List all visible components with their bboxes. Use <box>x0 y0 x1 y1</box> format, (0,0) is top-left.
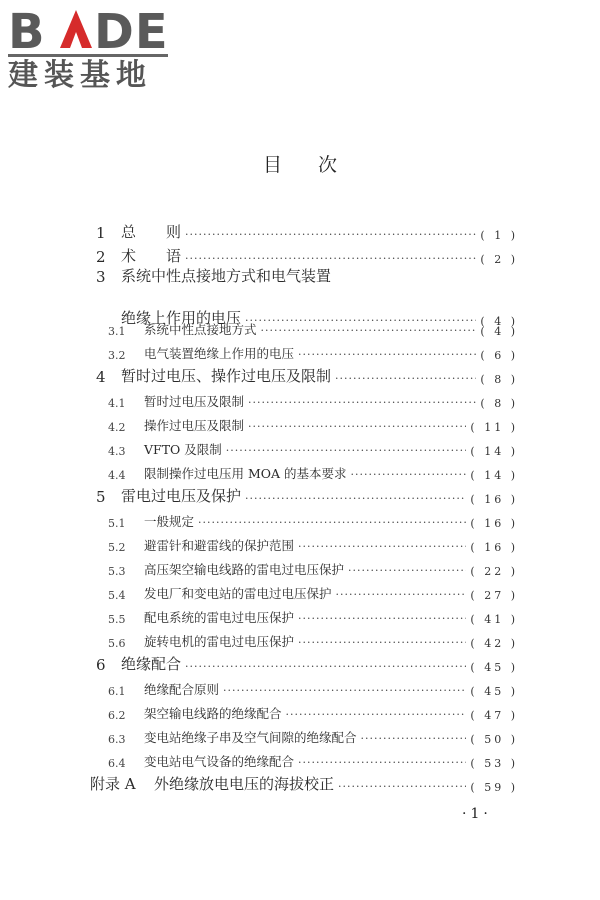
toc-entry-number: 5.2 <box>108 541 126 554</box>
toc-entry[interactable] <box>108 462 518 482</box>
toc-leader-dots <box>298 636 466 650</box>
toc-entry-title: 避雷针和避雷线的保护范围 <box>144 538 295 553</box>
svg-text:DE: DE <box>94 4 169 52</box>
toc-entry[interactable] <box>108 678 518 698</box>
toc-leader-dots <box>335 372 476 386</box>
toc-entry[interactable] <box>96 246 518 266</box>
toc-leader-dots <box>248 420 466 434</box>
toc-entry-number: 5.1 <box>108 517 126 530</box>
toc-entry-page: ( 16 ) <box>470 541 518 554</box>
toc-entry-title: 一般规定 <box>144 514 195 529</box>
toc-entry-number: 4 <box>96 368 106 386</box>
toc-entry-title: VFTO 及限制 <box>144 442 222 457</box>
toc-entry-title-continued: 绝缘上作用的电压 <box>121 309 242 327</box>
toc-entry-number: 5.4 <box>108 589 126 602</box>
toc-entry-number: 3.2 <box>108 349 126 362</box>
toc-entry[interactable] <box>108 438 518 458</box>
toc-entry-title: 绝缘配合 <box>121 655 182 673</box>
toc-entry-number: 6.1 <box>108 685 126 698</box>
toc-entry-page: ( 6 ) <box>480 349 518 362</box>
toc-entry-number: 5 <box>96 488 106 506</box>
toc-leader-dots <box>336 588 467 602</box>
logo-subtitle: 建装基地 <box>8 58 152 93</box>
toc-leader-dots <box>286 708 467 722</box>
toc-leader-dots <box>226 444 467 458</box>
toc-entry-title: 系统中性点接地方式和电气装置 <box>121 267 332 285</box>
toc-entry-page: ( 8 ) <box>480 397 518 410</box>
toc-entry-page: ( 45 ) <box>470 661 518 674</box>
toc-entry[interactable] <box>96 266 518 286</box>
toc-entry-title: 系统中性点接地方式 <box>144 322 257 337</box>
toc-entry-page: ( 14 ) <box>470 469 518 482</box>
toc-entry-title: 发电厂和变电站的雷电过电压保护 <box>144 586 332 601</box>
toc-entry-title: 总 则 <box>121 223 182 241</box>
toc-entry[interactable] <box>108 606 518 626</box>
toc-leader-dots <box>261 324 477 338</box>
toc-entry[interactable] <box>108 318 518 338</box>
toc-entry-number: 6.2 <box>108 709 126 722</box>
toc-entry-page: ( 4 ) <box>480 315 518 328</box>
toc-entry[interactable] <box>96 654 518 674</box>
toc-entry-title: 暂时过电压及限制 <box>144 394 245 409</box>
toc-entry-number: 4.1 <box>108 397 126 410</box>
toc-entry-page: ( 2 ) <box>480 253 518 266</box>
toc-entry[interactable] <box>108 750 518 770</box>
toc-leader-dots <box>198 516 466 530</box>
toc-entry-page: ( 53 ) <box>470 757 518 770</box>
toc-entry[interactable] <box>108 726 518 746</box>
toc-entry-page: ( 45 ) <box>470 685 518 698</box>
toc-entry-title: 配电系统的雷电过电压保护 <box>144 610 295 625</box>
svg-text:B: B <box>8 4 46 52</box>
toc-entry[interactable] <box>108 414 518 434</box>
toc-leader-dots <box>351 468 467 482</box>
toc-leader-dots <box>223 684 466 698</box>
toc-leader-dots <box>245 492 466 506</box>
toc-entry-title: 架空输电线路的绝缘配合 <box>144 706 282 721</box>
toc-entry-page: ( 16 ) <box>470 517 518 530</box>
toc-leader-dots <box>348 564 466 578</box>
toc-entry-title: 术 语 <box>121 247 182 265</box>
toc-leader-dots <box>248 396 476 410</box>
toc-entry[interactable] <box>90 774 518 794</box>
toc-entry-title: 绝缘配合原则 <box>144 682 220 697</box>
toc-entry-number: 5.3 <box>108 565 126 578</box>
toc-leader-dots <box>298 348 476 362</box>
toc-entry-number: 6 <box>96 656 106 674</box>
toc-entry-page: ( 47 ) <box>470 709 518 722</box>
toc-entry-number: 5.5 <box>108 613 126 626</box>
toc-entry[interactable] <box>108 558 518 578</box>
toc-entry-number: 1 <box>96 224 106 242</box>
toc-entry-number: 4.4 <box>108 469 126 482</box>
toc-entry[interactable] <box>108 630 518 650</box>
toc-entry-title: 暂时过电压、操作过电压及限制 <box>121 367 332 385</box>
toc-entry-number: 4.3 <box>108 445 126 458</box>
toc-leader-dots <box>338 780 466 794</box>
toc-entry-number: 2 <box>96 248 106 266</box>
toc-entry[interactable] <box>108 582 518 602</box>
toc-entry-title: 操作过电压及限制 <box>144 418 245 433</box>
toc-entry-page: ( 16 ) <box>470 493 518 506</box>
toc-entry-number: 3.1 <box>108 325 126 338</box>
toc-entry[interactable] <box>108 342 518 362</box>
toc-entry-title: 限制操作过电压用 MOA 的基本要求 <box>144 466 347 481</box>
toc-entry-page: ( 42 ) <box>470 637 518 650</box>
toc-entry-title: 雷电过电压及保护 <box>121 487 242 505</box>
toc-entry-number: 4.2 <box>108 421 126 434</box>
toc-entry-title: 变电站绝缘子串及空气间隙的绝缘配合 <box>144 730 357 745</box>
toc-entry-title: 电气装置绝缘上作用的电压 <box>144 346 295 361</box>
toc-leader-dots <box>361 732 467 746</box>
toc-entry[interactable] <box>108 510 518 530</box>
toc-entry-page: ( 11 ) <box>470 421 518 434</box>
toc-entry-page: ( 4 ) <box>480 325 518 338</box>
toc-leader-dots <box>185 252 476 266</box>
toc-entry-page: ( 27 ) <box>470 589 518 602</box>
toc-entry-number: 附录 A <box>90 775 136 793</box>
toc-entry-number: 6.4 <box>108 757 126 770</box>
toc-leader-dots <box>298 540 466 554</box>
toc-entry-number: 5.6 <box>108 637 126 650</box>
toc-entry-page: ( 1 ) <box>480 229 518 242</box>
page-number: ·1· <box>462 806 492 822</box>
toc-entry-title: 高压架空输电线路的雷电过电压保护 <box>144 562 345 577</box>
toc-entry[interactable] <box>96 366 518 386</box>
toc-entry[interactable] <box>96 486 518 506</box>
toc-entry-title: 外绝缘放电电压的海拔校正 <box>154 775 335 793</box>
toc-leader-dots <box>298 756 466 770</box>
toc-entry-title: 旋转电机的雷电过电压保护 <box>144 634 295 649</box>
toc-leader-dots <box>185 660 466 674</box>
toc-leader-dots <box>298 612 466 626</box>
toc-entry[interactable] <box>108 702 518 722</box>
toc-entry-page: ( 14 ) <box>470 445 518 458</box>
toc-entry[interactable] <box>108 390 518 410</box>
toc-entry-title: 变电站电气设备的绝缘配合 <box>144 754 295 769</box>
toc-entry[interactable] <box>108 534 518 554</box>
toc-entry-page: ( 8 ) <box>480 373 518 386</box>
toc-entry[interactable] <box>96 222 518 242</box>
toc-leader-dots <box>185 228 476 242</box>
toc-entry-number: 3 <box>96 268 106 286</box>
toc-entry-page: ( 59 ) <box>470 781 518 794</box>
toc-entry-page: ( 50 ) <box>470 733 518 746</box>
page-title: 目次 <box>262 154 373 176</box>
toc-entry-page: ( 41 ) <box>470 613 518 626</box>
toc-entry-page: ( 22 ) <box>470 565 518 578</box>
toc-entry-number: 6.3 <box>108 733 126 746</box>
